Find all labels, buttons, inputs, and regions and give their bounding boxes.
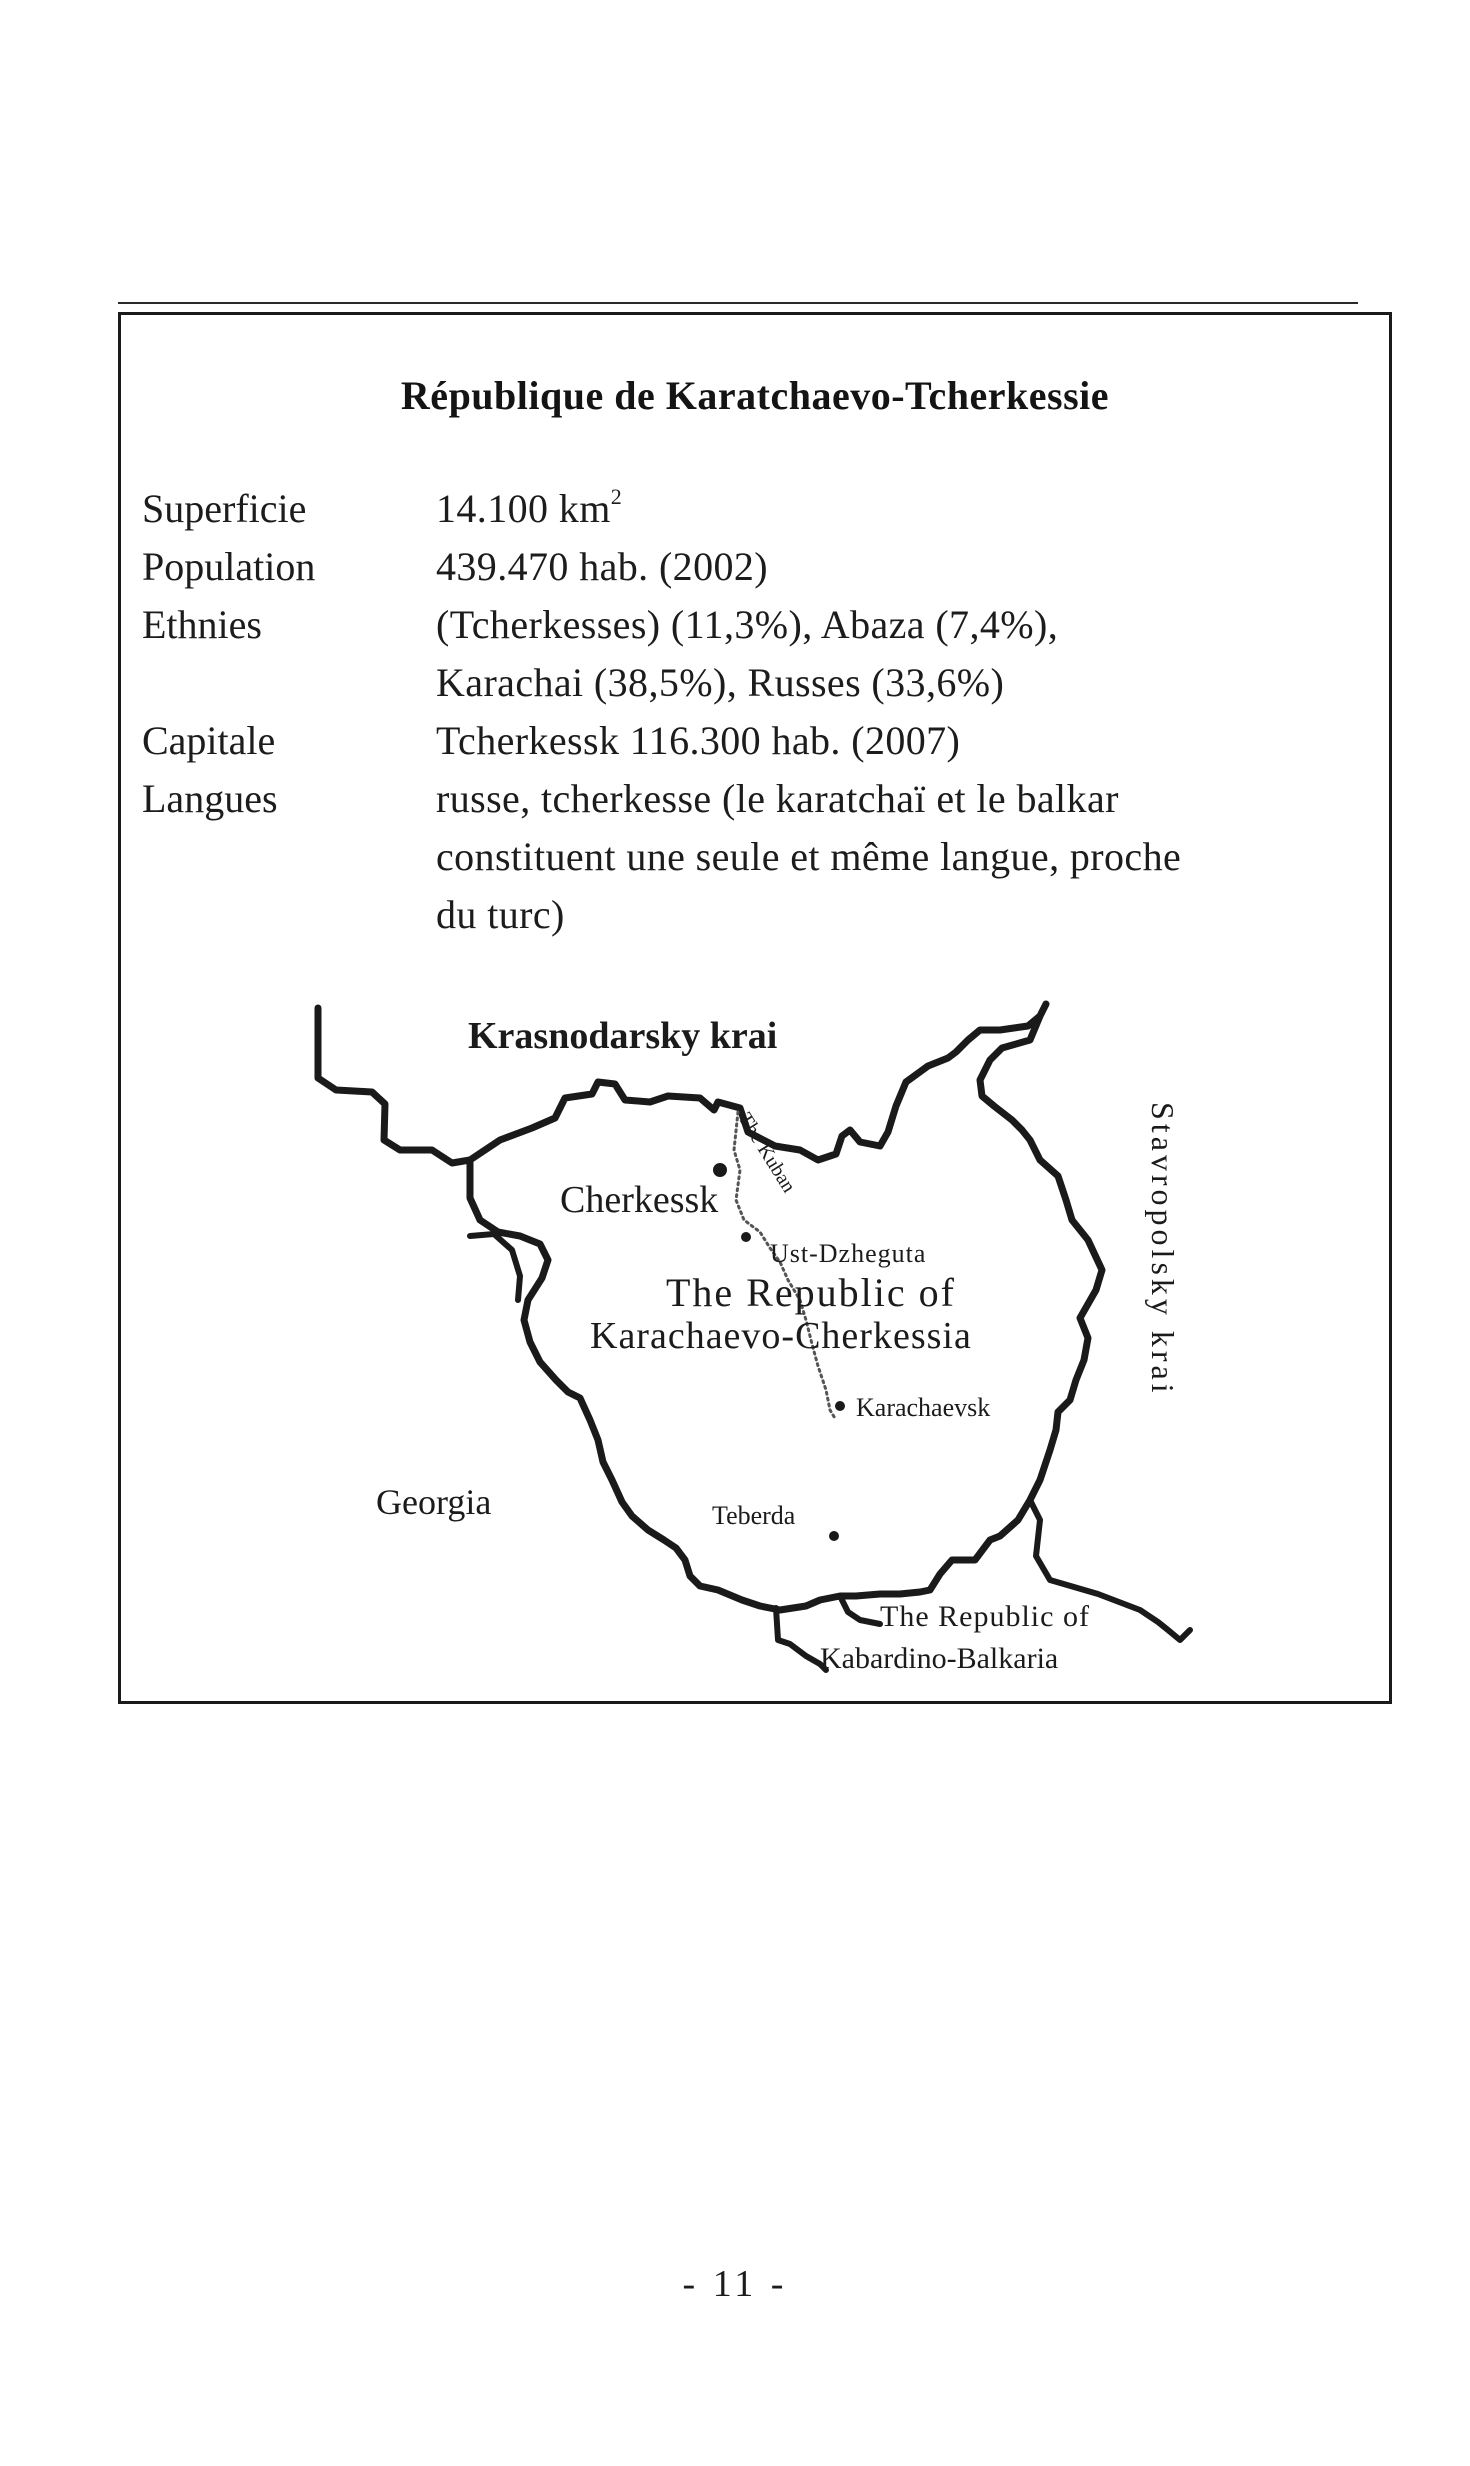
karachaevsk-label: Karachaevsk [856, 1393, 991, 1422]
river-label: The Kuban [733, 1108, 800, 1197]
fact-label: Ethnies [142, 602, 262, 647]
fact-value-line: constituent une seule et même langue, proche [436, 834, 1182, 879]
fact-value-line: Tcherkessk 116.300 hab. (2007) [436, 718, 961, 763]
page-title: République de Karatchaevo-Tcherkessie [400, 373, 1110, 418]
kbr-label-line1: The Republic of [880, 1600, 1090, 1633]
fact-value-line: (Tcherkesses) (11,3%), Abaza (7,4%), [436, 602, 1059, 647]
fact-value-line: Karachai (38,5%), Russes (33,6%) [436, 660, 1005, 705]
fact-label: Langues [142, 776, 278, 821]
fact-value [436, 538, 1372, 596]
cherkessk-marker [713, 1163, 727, 1177]
fact-row-languages [142, 770, 1372, 944]
fact-value [436, 480, 1372, 538]
ust-dzheguta-marker [741, 1232, 751, 1242]
area-unit-exponent: 2 [610, 484, 623, 509]
karachaevsk-marker [835, 1401, 845, 1411]
stavropol-label: Stavropolsky krai [1145, 1102, 1181, 1397]
fact-row-population [142, 538, 1372, 596]
frame-top-rule [118, 302, 1358, 304]
republic-label-line2: Karachaevo-Cherkessia [590, 1315, 972, 1357]
fact-value [436, 712, 1372, 770]
page-number: - 11 - [682, 2263, 788, 2305]
fact-row-capital [142, 712, 1372, 770]
boundary-georgia-spur [470, 1234, 520, 1300]
ust-dzheguta-label: Ust-Dzheguta [770, 1239, 927, 1268]
fact-value-line: 439.470 hab. (2002) [436, 544, 768, 589]
fact-value-line [436, 480, 1372, 538]
fact-label: Superficie [142, 486, 307, 531]
fact-value-line: du turc) [436, 892, 565, 937]
republic-label-line1: The Republic of [666, 1270, 956, 1315]
fact-label: Population [142, 544, 316, 589]
krasnodar-label: Krasnodarsky krai [468, 1015, 778, 1057]
fact-row-ethnies [142, 596, 1372, 712]
region-map [300, 985, 1300, 1695]
teberda-label: Teberda [712, 1501, 796, 1530]
kbr-label-line2: Kabardino-Balkaria [820, 1642, 1059, 1675]
facts-table [142, 480, 1372, 944]
area-value: 14.100 km [436, 486, 611, 531]
fact-value [436, 770, 1372, 944]
fact-label: Capitale [142, 718, 276, 763]
teberda-marker [829, 1531, 839, 1541]
fact-value-line: russe, tcherkesse (le karatchaï et le balkar [436, 776, 1119, 821]
fact-row-area [142, 480, 1372, 538]
boundary-west [318, 1008, 470, 1163]
cherkessk-label: Cherkessk [560, 1179, 719, 1221]
fact-value [436, 596, 1372, 712]
georgia-label: Georgia [376, 1482, 492, 1522]
